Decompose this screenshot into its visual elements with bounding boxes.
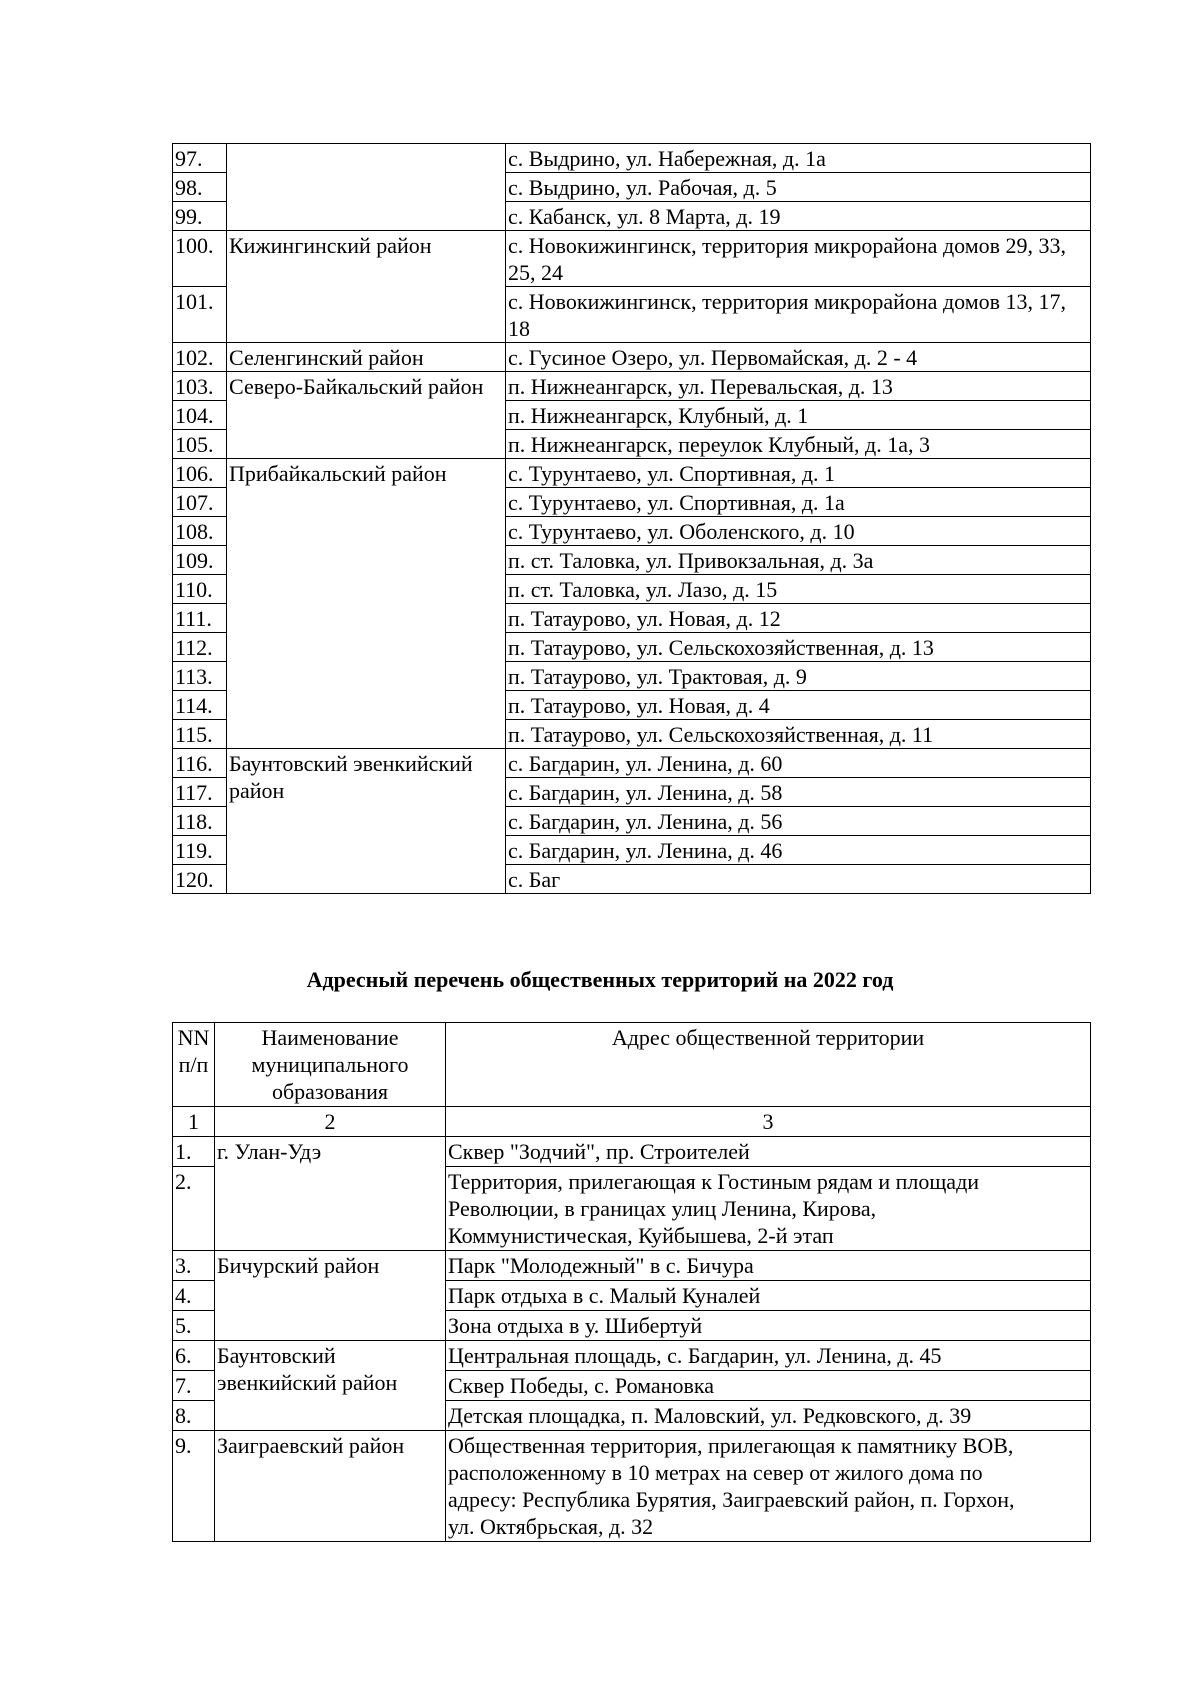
- address-cell: с. Багдарин, ул. Ленина, д. 56: [506, 807, 1091, 836]
- row-number: 100.: [173, 231, 227, 287]
- address-cell: п. ст. Таловка, ул. Привокзальная, д. 3а: [506, 546, 1091, 575]
- row-number: 4.: [173, 1281, 215, 1311]
- address-cell: Сквер "Зодчий", пр. Строителей: [446, 1137, 1091, 1167]
- row-number: 101.: [173, 287, 227, 343]
- table-row: [173, 144, 1091, 173]
- address-cell: Зона отдыха в у. Шибертуй: [446, 1311, 1091, 1341]
- header-municipality: Наименование муниципального образования: [215, 1023, 446, 1107]
- address-cell: с. Турунтаево, ул. Спортивная, д. 1: [506, 459, 1091, 488]
- table-row: [173, 343, 1091, 372]
- district-cell: г. Улан-Удэ: [215, 1137, 446, 1251]
- header-address: Адрес общественной территории: [446, 1023, 1091, 1107]
- district-cell: Заиграевский район: [215, 1431, 446, 1542]
- address-cell: с. Гусиное Озеро, ул. Первомайская, д. 2 - 4: [506, 343, 1091, 372]
- district-cell: [227, 144, 506, 231]
- address-cell: Общественная территория, прилегающая к памятнику ВОВ, расположенному в 10 метрах на север от жилого дома по адресу: Республика Бурятия, Заиграевский район, п. Горхон, ул. Октябрьская, д. 32: [446, 1431, 1091, 1542]
- column-numbers-row: [173, 1107, 1091, 1137]
- row-number: 3.: [173, 1251, 215, 1281]
- table-header-row: [173, 1023, 1091, 1107]
- row-number: 104.: [173, 401, 227, 430]
- address-cell: с. Выдрино, ул. Рабочая, д. 5: [506, 173, 1091, 202]
- row-number: 108.: [173, 517, 227, 546]
- address-cell: с. Новокижингинск, территория микрорайона домов 29, 33, 25, 24: [506, 231, 1091, 287]
- address-cell: Детская площадка, п. Маловский, ул. Редковского, д. 39: [446, 1401, 1091, 1431]
- address-cell: с. Новокижингинск, территория микрорайона домов 13, 17, 18: [506, 287, 1091, 343]
- header-number: NN п/п: [173, 1023, 215, 1107]
- row-number: 117.: [173, 778, 227, 807]
- district-cell: Северо-Байкальский район: [227, 372, 506, 459]
- row-number: 109.: [173, 546, 227, 575]
- address-cell: с. Багдарин, ул. Ленина, д. 46: [506, 836, 1091, 865]
- table-row: [173, 459, 1091, 488]
- address-cell: с. Кабанск, ул. 8 Марта, д. 19: [506, 202, 1091, 231]
- table-row: [173, 749, 1091, 778]
- row-number: 106.: [173, 459, 227, 488]
- address-cell: Центральная площадь, с. Багдарин, ул. Ленина, д. 45: [446, 1341, 1091, 1371]
- address-cell: с. Выдрино, ул. Набережная, д. 1а: [506, 144, 1091, 173]
- row-number: 97.: [173, 144, 227, 173]
- address-cell: п. Нижнеангарск, ул. Перевальская, д. 13: [506, 372, 1091, 401]
- district-cell: Прибайкальский район: [227, 459, 506, 749]
- district-cell: Баунтовский эвенкийский район: [227, 749, 506, 894]
- district-cell: Бичурский район: [215, 1251, 446, 1341]
- row-number: 113.: [173, 662, 227, 691]
- row-number: 2.: [173, 1167, 215, 1251]
- table-row: [173, 1251, 1091, 1281]
- row-number: 9.: [173, 1431, 215, 1542]
- row-number: 112.: [173, 633, 227, 662]
- row-number: 6.: [173, 1341, 215, 1371]
- address-cell: п. ст. Таловка, ул. Лазо, д. 15: [506, 575, 1091, 604]
- address-cell: Территория, прилегающая к Гостиным рядам и площади Революции, в границах улиц Ленина, Кирова, Коммунистическая, Куйбышева, 2-й этап: [446, 1167, 1091, 1251]
- address-cell: с. Багдарин, ул. Ленина, д. 58: [506, 778, 1091, 807]
- column-number: 1: [173, 1107, 215, 1137]
- address-cell: п. Татаурово, ул. Сельскохозяйственная, д. 13: [506, 633, 1091, 662]
- address-cell: Парк отдыха в с. Малый Куналей: [446, 1281, 1091, 1311]
- row-number: 5.: [173, 1311, 215, 1341]
- row-number: 118.: [173, 807, 227, 836]
- row-number: 120.: [173, 865, 227, 894]
- row-number: 99.: [173, 202, 227, 231]
- row-number: 111.: [173, 604, 227, 633]
- address-cell: п. Татаурово, ул. Трактовая, д. 9: [506, 662, 1091, 691]
- address-cell: с. Багдарин, ул. Ленина, д. 60: [506, 749, 1091, 778]
- section-title: Адресный перечень общественных территорий на 2022 год: [306, 967, 894, 992]
- row-number: 105.: [173, 430, 227, 459]
- column-number: 2: [215, 1107, 446, 1137]
- address-cell: п. Нижнеангарск, переулок Клубный, д. 1а, 3: [506, 430, 1091, 459]
- address-cell: п. Татаурово, ул. Сельскохозяйственная, д. 11: [506, 720, 1091, 749]
- row-number: 119.: [173, 836, 227, 865]
- column-number: 3: [446, 1107, 1091, 1137]
- address-cell: с. Баг: [506, 865, 1091, 894]
- address-cell: с. Турунтаево, ул. Оболенского, д. 10: [506, 517, 1091, 546]
- row-number: 8.: [173, 1401, 215, 1431]
- address-cell: п. Татаурово, ул. Новая, д. 12: [506, 604, 1091, 633]
- table-row: [173, 1431, 1091, 1542]
- table-row: [173, 1137, 1091, 1167]
- public-territories-table: [172, 1022, 1091, 1542]
- address-cell: п. Татаурово, ул. Новая, д. 4: [506, 691, 1091, 720]
- row-number: 114.: [173, 691, 227, 720]
- address-cell: Сквер Победы, с. Романовка: [446, 1371, 1091, 1401]
- row-number: 98.: [173, 173, 227, 202]
- row-number: 7.: [173, 1371, 215, 1401]
- table-row: [173, 372, 1091, 401]
- row-number: 102.: [173, 343, 227, 372]
- district-cell: Баунтовский эвенкийский район: [215, 1341, 446, 1431]
- district-cell: Кижингинский район: [227, 231, 506, 343]
- address-cell: Парк "Молодежный" в с. Бичура: [446, 1251, 1091, 1281]
- row-number: 110.: [173, 575, 227, 604]
- addresses-table-continued: [172, 143, 1091, 894]
- row-number: 103.: [173, 372, 227, 401]
- row-number: 1.: [173, 1137, 215, 1167]
- row-number: 116.: [173, 749, 227, 778]
- row-number: 115.: [173, 720, 227, 749]
- address-cell: п. Нижнеангарск, Клубный, д. 1: [506, 401, 1091, 430]
- address-cell: с. Турунтаево, ул. Спортивная, д. 1а: [506, 488, 1091, 517]
- row-number: 107.: [173, 488, 227, 517]
- table-row: [173, 1341, 1091, 1371]
- district-cell: Селенгинский район: [227, 343, 506, 372]
- table-row: [173, 231, 1091, 287]
